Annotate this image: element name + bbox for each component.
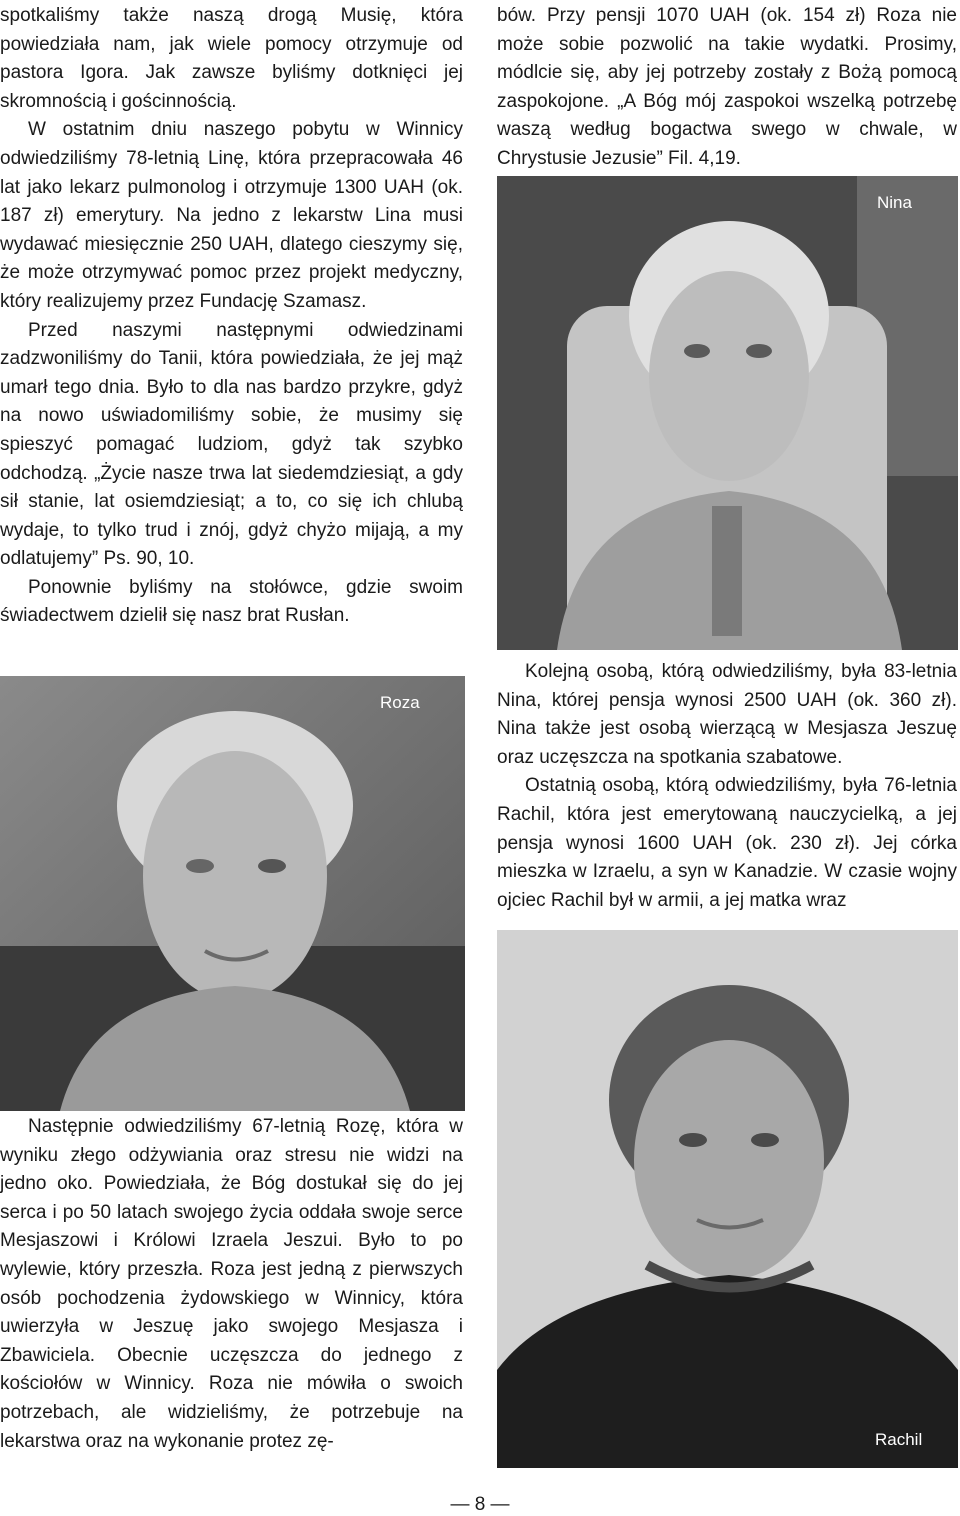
- paragraph: Ostatnią osobą, którą odwiedziliśmy, była 76-letnia Rachil, która jest emerytowaną nauczycielką, a jej pensja wynosi 1600 UAH (ok. 230 zł). Jej córka mieszka w Izraelu, a syn w Kanadzie. W czasie wojny ojciec Rachil był w armii, a jej matka wraz: [497, 775, 957, 911]
- photo-roza: [0, 676, 465, 1111]
- portrait-rachil-image: [497, 930, 958, 1468]
- paragraph: W ostatnim dniu naszego pobytu w Winnicy odwiedziliśmy 78-letnią Linę, która przepracowała 46 lat jako lekarz pulmonolog i otrzymuje 1300 UAH (ok. 187 zł) emerytury. Na jedno z lekarstw Lina musi wydawać miesięcznie 250 UAH, dlatego cieszymy się, że może otrzymywać pomoc przez projekt medyczny, który realizujemy przez Fundację Szamasz.: [0, 119, 463, 312]
- photo-caption: Nina: [877, 193, 912, 212]
- page-number: — 8 —: [450, 1494, 510, 1515]
- paragraph: Kolejną osobą, którą odwiedziliśmy, była 83-letnia Nina, której pensja wynosi 2500 UAH (ok. 360 zł). Nina także jest osobą wierzącą w Mesjasza Jeszuę oraz uczęszcza na spotkania szabatowe.: [497, 661, 957, 768]
- photo-caption: Roza: [380, 693, 420, 712]
- paragraph: bów. Przy pensji 1070 UAH (ok. 154 zł) Roza nie może sobie pozwolić na takie wydatki. Prosimy, módlcie się, aby jej potrzeby zostały z Bożą pomocą zaspokojone. „A Bóg mój zaspokoi wszelką potrzebę waszą według bogactwa swego w chwale, w Chrystusie Jezusie” Fil. 4,19.: [497, 5, 957, 169]
- paragraph: Przed naszymi następnymi odwiedzinami zadzwoniliśmy do Tanii, która powiedziała, że jej mąż umarł tego dnia. Było to dla nas bardzo przykre, gdyż na nowo uświadomiliśmy sobie, że musimy się spieszyć pomagać ludziom, gdyż tak szybko odchodzą. „Życie nasze trwa lat siedemdziesiąt, a gdy sił stanie, lat osiemdziesiąt; a to, co się ich chlubą wydaje, to tylko trud i znój, gdyż chyżo mijają, a my odlatujemy” Ps. 90, 10.: [0, 319, 463, 570]
- paragraph: Następnie odwiedziliśmy 67-letnią Rozę, która w wyniku złego odżywiania oraz stresu nie widzi na jedno oko. Powiedziała, że Bóg dostukał się do jej serca i po 50 latach swojego życia oddała swoje serce Mesjaszowi i Królowi Izraela Jeszui. Było to po wylewie, który przeszła. Roza jest jedną z pierwszych osób pochodzenia żydowskiego w Winnicy, która uwierzyła w Jeszuę jako swojego Mesjasza i Zbawiciela. Obecnie uczęszcza do jednego z kościołów w Winnicy. Roza nie mówiła o swoich potrzebach, ale widzieliśmy, że potrzebuje na lekarstwa oraz na wykonanie protez zę-: [0, 1116, 463, 1452]
- paragraph: Ponownie byliśmy na stołówce, gdzie swoim świadectwem dzielił się nasz brat Rusłan.: [0, 576, 463, 627]
- photo-rachil: [497, 930, 958, 1468]
- left-column-lower-text: [0, 1113, 463, 1456]
- right-column-top-text: [497, 2, 957, 174]
- portrait-roza-image: [0, 676, 465, 1111]
- portrait-nina-image: [497, 176, 958, 650]
- photo-caption: Rachil: [875, 1430, 923, 1449]
- paragraph: spotkaliśmy także naszą drogą Musię, która powiedziała nam, jak wiele pomocy otrzymuje od pastora Igora. Jak zawsze byliśmy dotknięci jej skromnością i gościnnością.: [0, 5, 463, 112]
- left-column-text: [0, 2, 463, 631]
- right-column-middle-text: [497, 658, 957, 915]
- photo-nina: [497, 176, 958, 650]
